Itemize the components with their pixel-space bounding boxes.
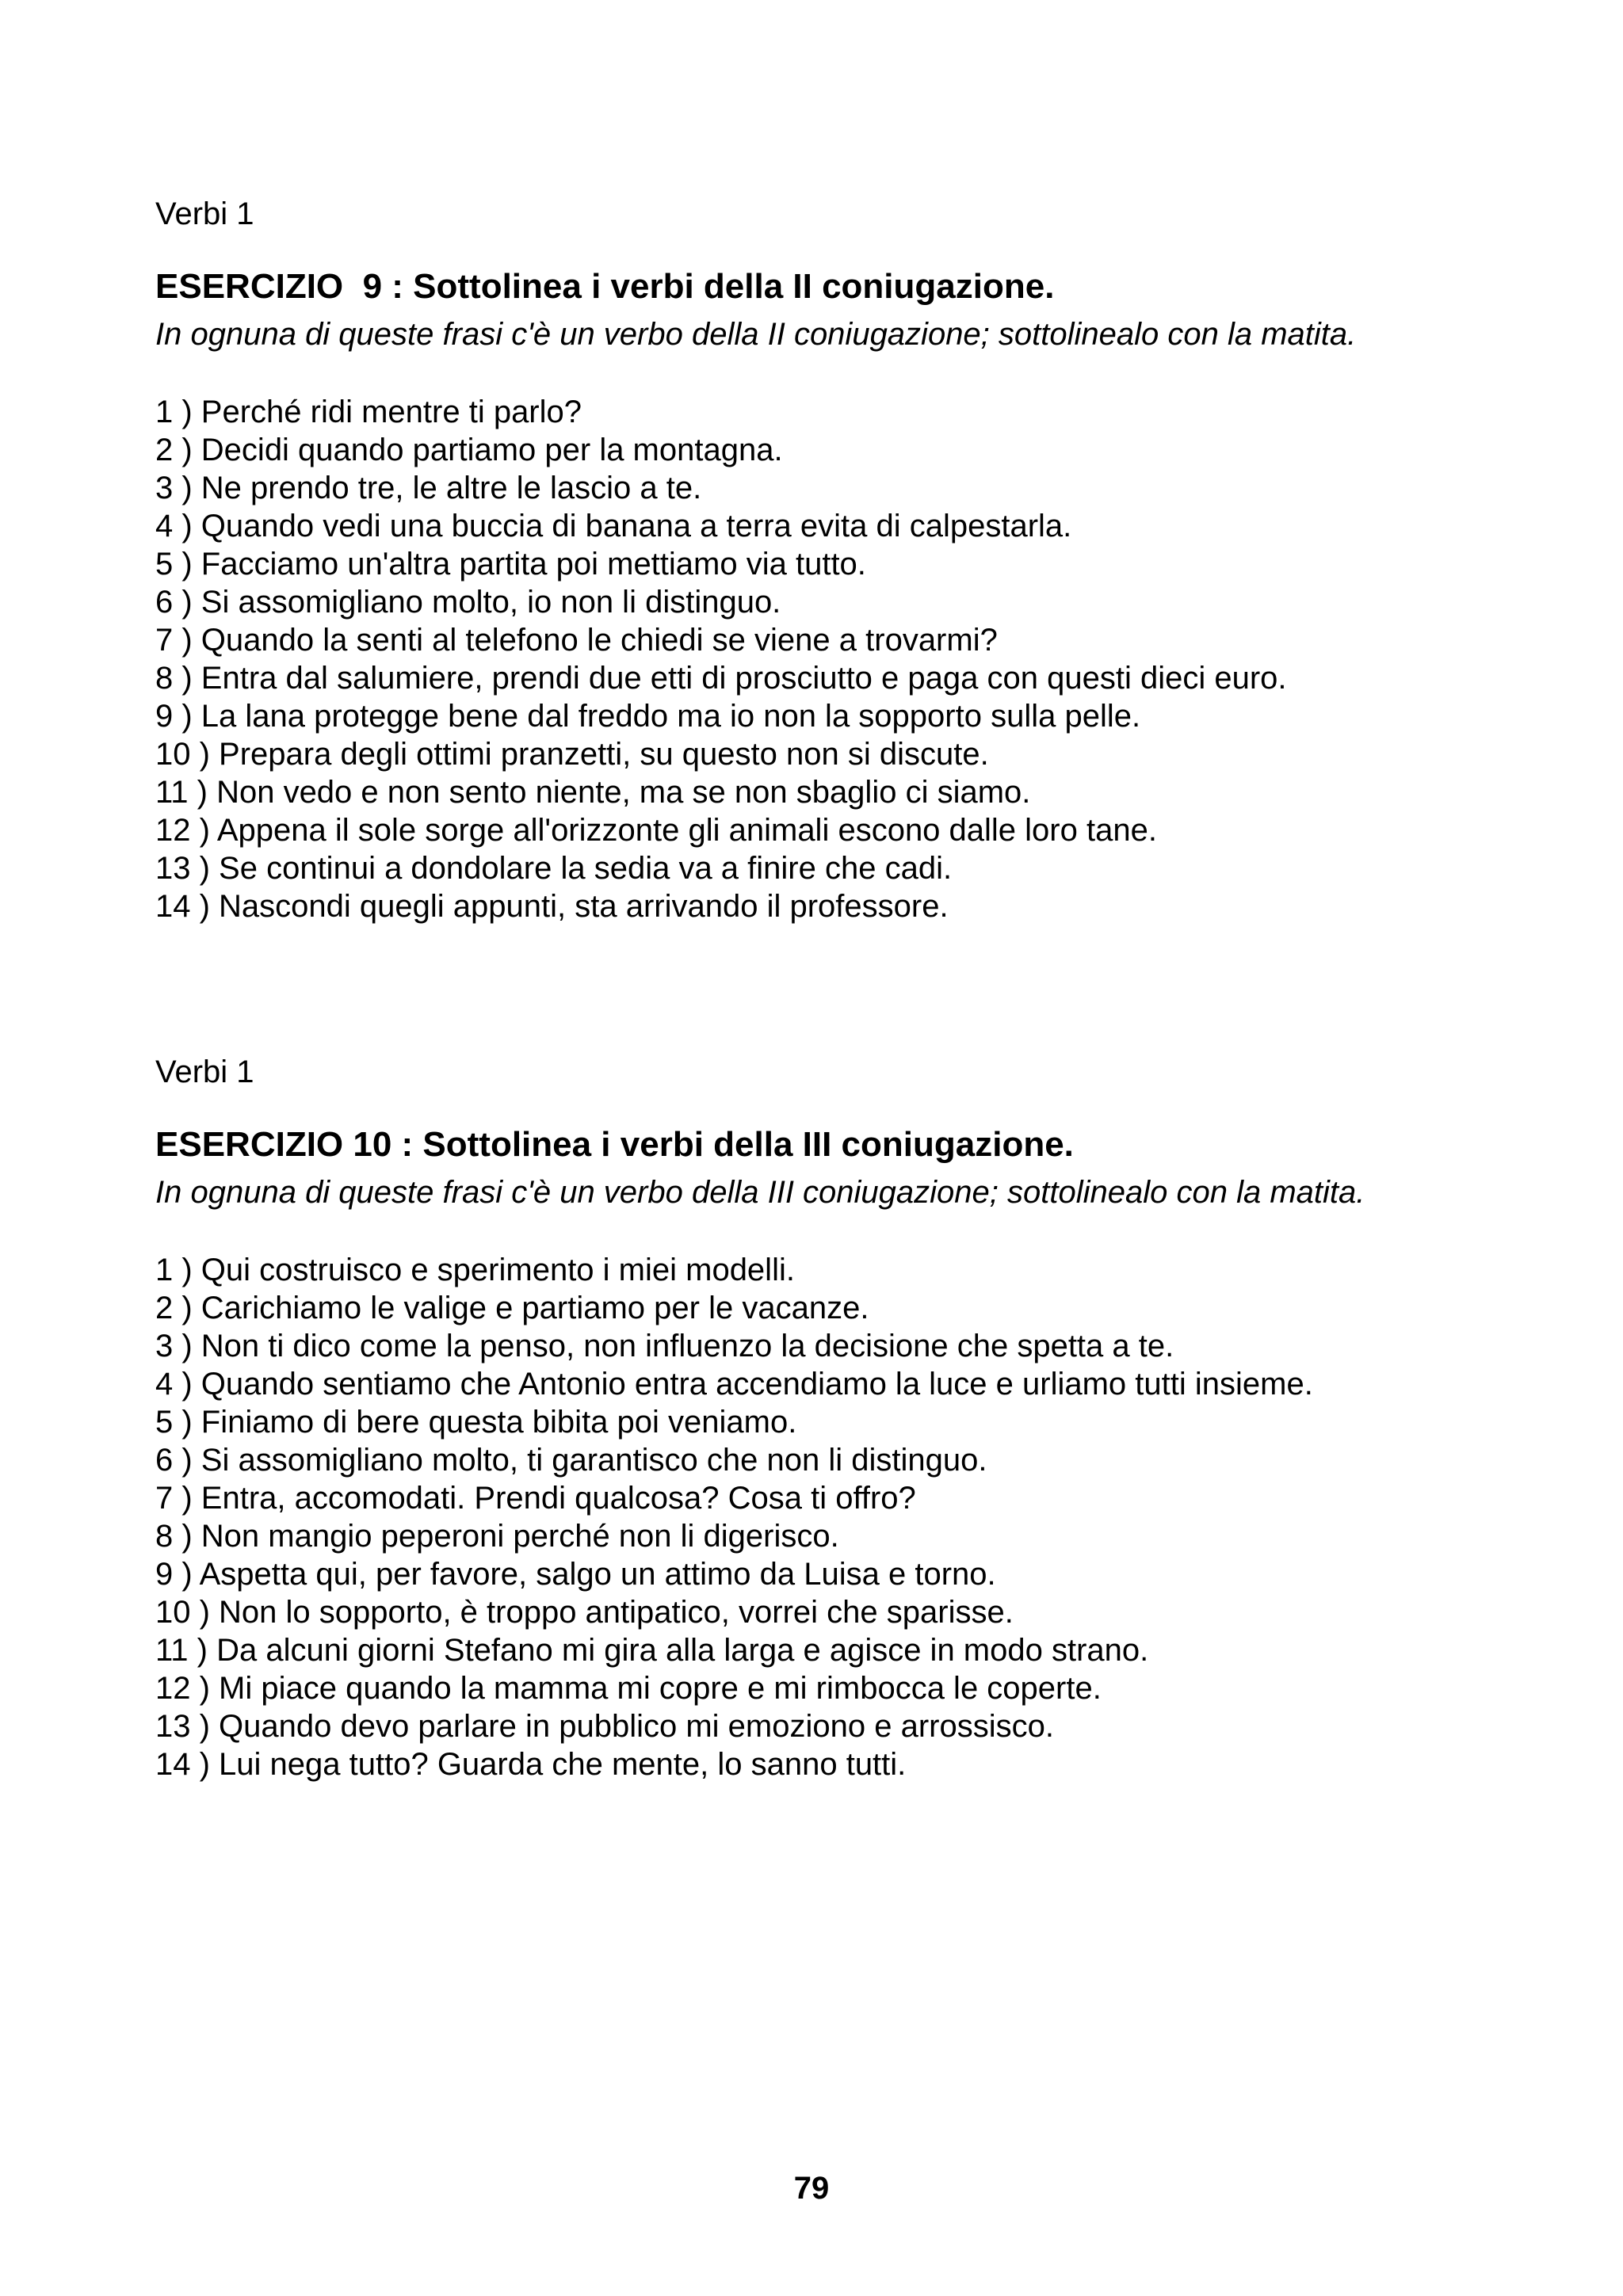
sentence-item: 13 ) Se continui a dondolare la sedia va a finire che cadi. [155,851,953,886]
sentence-item: 3 ) Non ti dico come la penso, non influenzo la decisione che spetta a te. [155,1329,1174,1363]
section-label: Verbi 1 [155,1055,254,1089]
sentence-item: 10 ) Non lo sopporto, è troppo antipatico, vorrei che sparisse. [155,1595,1014,1630]
sentence-item: 6 ) Si assomigliano molto, ti garantisco che non li distinguo. [155,1443,987,1478]
sentence-item: 11 ) Da alcuni giorni Stefano mi gira alla larga e agisce in modo strano. [155,1633,1149,1668]
sentence-item: 5 ) Facciamo un'altra partita poi mettiamo via tutto. [155,547,866,582]
exercise-instruction: In ognuna di queste frasi c'è un verbo della III coniugazione; sottolinealo con la matita. [155,1175,1365,1210]
exercise-title: ESERCIZIO 9 : Sottolinea i verbi della II coniugazione. [155,267,1055,306]
sentence-item: 8 ) Non mangio peperoni perché non li digerisco. [155,1519,839,1554]
exercise-instruction: In ognuna di queste frasi c'è un verbo della II coniugazione; sottolinealo con la matita. [155,317,1357,352]
sentence-item: 7 ) Quando la senti al telefono le chiedi se viene a trovarmi? [155,623,998,658]
sentence-item: 2 ) Decidi quando partiamo per la montagna. [155,433,783,467]
sentence-item: 1 ) Perché ridi mentre ti parlo? [155,395,582,429]
sentence-list [155,1251,1550,1783]
sentence-item: 12 ) Appena il sole sorge all'orizzonte gli animali escono dalle loro tane. [155,813,1157,848]
sentence-item: 14 ) Lui nega tutto? Guarda che mente, lo sanno tutti. [155,1747,907,1782]
sentence-item: 6 ) Si assomigliano molto, io non li distinguo. [155,585,781,620]
sentence-item: 9 ) Aspetta qui, per favore, salgo un attimo da Luisa e torno. [155,1557,996,1592]
sentence-item: 14 ) Nascondi quegli appunti, sta arrivando il professore. [155,889,949,924]
exercise-10-section [155,1053,1550,1783]
sentence-item: 1 ) Qui costruisco e sperimento i miei modelli. [155,1253,795,1287]
sentence-item: 8 ) Entra dal salumiere, prendi due etti di prosciutto e paga con questi dieci euro. [155,661,1287,696]
sentence-item: 2 ) Carichiamo le valige e partiamo per le vacanze. [155,1291,869,1325]
sentence-list [155,393,1550,925]
sentence-item: 5 ) Finiamo di bere questa bibita poi veniamo. [155,1405,797,1440]
sentence-item: 9 ) La lana protegge bene dal freddo ma io non la sopporto sulla pelle. [155,699,1141,734]
section-label: Verbi 1 [155,196,254,231]
sentence-item: 4 ) Quando vedi una buccia di banana a terra evita di calpestarla. [155,509,1072,543]
sentence-item: 10 ) Prepara degli ottimi pranzetti, su questo non si discute. [155,737,989,772]
sentence-item: 11 ) Non vedo e non sento niente, ma se non sbaglio ci siamo. [155,775,1031,810]
sentence-item: 4 ) Quando sentiamo che Antonio entra accendiamo la luce e urliamo tutti insieme. [155,1367,1313,1402]
sentence-item: 12 ) Mi piace quando la mamma mi copre e mi rimbocca le coperte. [155,1671,1102,1706]
sentence-item: 3 ) Ne prendo tre, le altre le lascio a te. [155,471,702,505]
page-number: 79 [793,2171,830,2206]
exercise-title: ESERCIZIO 10 : Sottolinea i verbi della III coniugazione. [155,1125,1074,1164]
exercise-9-section [155,195,1550,925]
sentence-item: 7 ) Entra, accomodati. Prendi qualcosa? Cosa ti offro? [155,1481,916,1516]
sentence-item: 13 ) Quando devo parlare in pubblico mi emoziono e arrossisco. [155,1709,1054,1744]
